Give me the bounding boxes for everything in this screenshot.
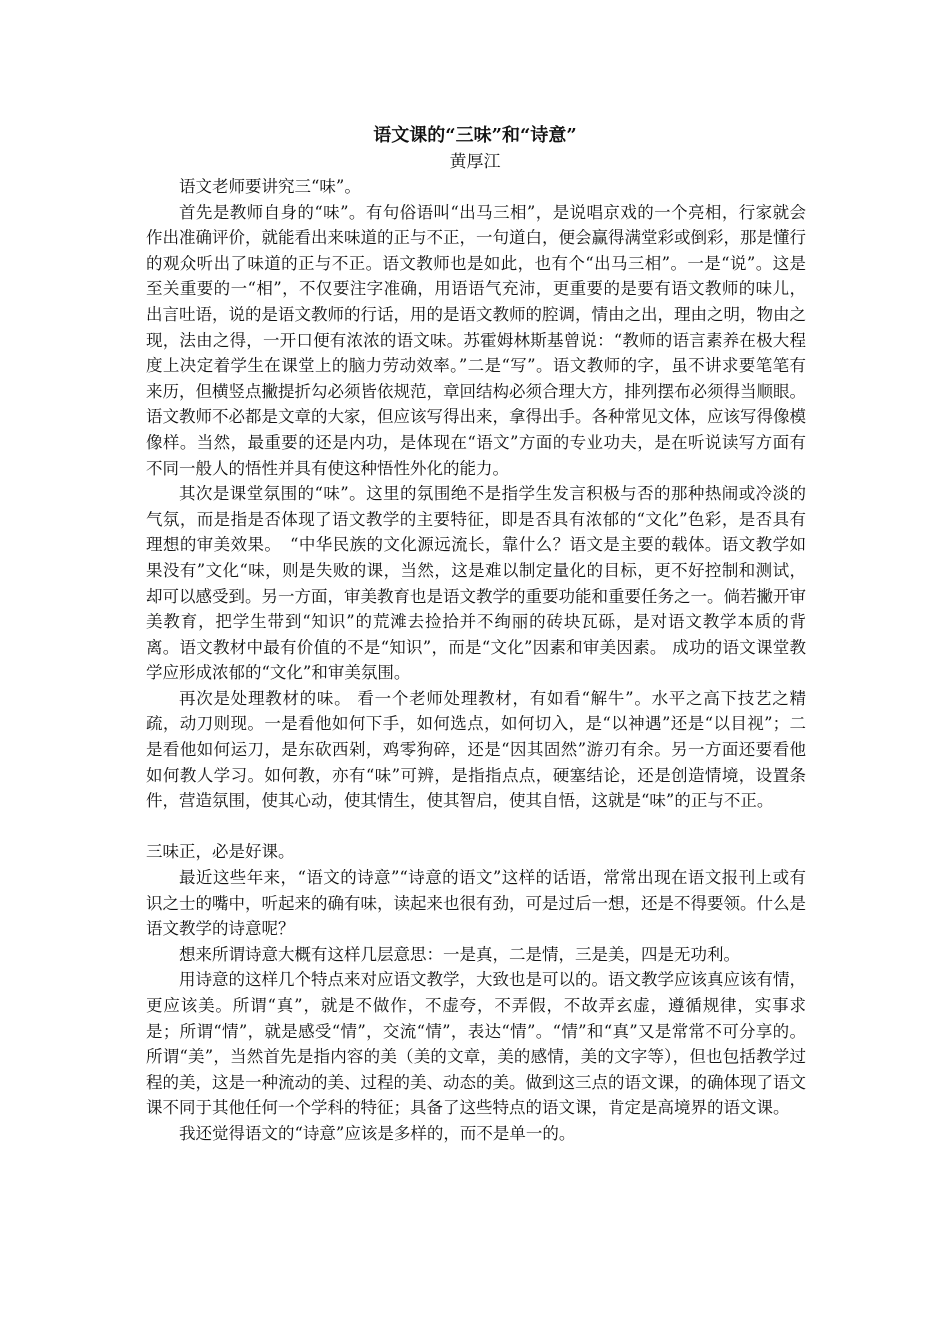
paragraph-teacher-flavor: 首先是教师自身的“味”。有句俗语叫“出马三相”，是说唱京戏的一个亮相，行家就会作出准确评价，就能看出来味道的正与不正，一句道白，便会赢得满堂彩或倒彩，那是懂行的观众听出了味道的正与不正。语文教师也是如此，也有个“出马三相”。一是“说”。这是至关重要的一“相”，不仅要注字准确，用语语气充沛，更重要的是要有语文教师的味儿，出言吐语，说的是语文教师的行话，用的是语文教师的腔调，情由之出，理由之明，物由之现，法由之得，一开口便有浓浓的语文味。苏霍姆林斯基曾说：“教师的语言素养在极大程度上决定着学生在课堂上的脑力劳动效率。”二是“写”。语文教师的字，虽不讲求要笔笔有来历，但横竖点撇提折勾必须皆依规范，章回结构必须合理大方，排列摆布必须得当顺眼。语文教师不必都是文章的大家，但应该写得出来，拿得出手。各种常见文体，应该写得像模像样。当然，最重要的还是内功，是体现在“语文”方面的专业功夫，是在听说读写方面有不同一般人的悟性并具有使这种悟性外化的能力。 [146, 202, 806, 478]
paragraph-intro: 语文老师要讲究三“味”。 [179, 177, 361, 196]
paragraph-poetic-question: 最近这些年来，“语文的诗意”“诗意的语文”这样的话语，常常出现在语文报刊上或有识之士的嘴中，听起来的确有味，读起来也很有劲，可是过后一想，还是不得要领。什么是语文教学的诗意呢？ [146, 868, 806, 939]
paragraph-diversity: 我还觉得语文的“诗意”应该是多样的，而不是单一的。 [179, 1123, 576, 1143]
paragraph-poetic-teaching: 用诗意的这样几个特点来对应语文教学，大致也是可以的。语文教学应该真应该有情，更应该美。所谓“真”，就是不做作，不虚夸，不弄假，不故弄玄虚，遵循规律，实事求是；所谓“情”，就是感受“情”，交流“情”，表达“情”。“情”和“真”又是常常不可分享的。所谓“美”，当然首先是指内容的美（美的文章，美的感情，美的文字等），但也包括教学过程的美，这是一种流动的美、过程的美、动态的美。做到这三点的语文课，的确体现了语文课不同于其他任何一个学科的特征；具备了这些特点的语文课，肯定是高境界的语文课。 [146, 970, 806, 1118]
document-title: 语文课的“三味”和“诗意” [373, 125, 577, 146]
paragraph-classroom-atmosphere: 其次是课堂氛围的“味”。这里的氛围绝不是指学生发言积极与否的那种热闹或冷淡的气氛，而是指是否体现了语文教学的主要特征，即是否具有浓郁的“文化”色彩，是否具有理想的审美效果。 “中华民族的文化源远流长，靠什么？语文是主要的载体。语文教学如果没有”文化“味，则是失败的课，当然，这是难以制定量化的目标，更不好控制和测试，却可以感受到。另一方面，审美教育也是语文教学的重要功能和重要任务之一。倘若撇开审美教育，把学生带到“知识”的荒滩去捡拾并不绚丽的砖块瓦砾，是对语文教学本质的背离。语文教材中最有价值的不是“知识”，而是“文化”因素和审美因素。 成功的语文课堂教学应形成浓郁的“文化”和审美氛围。 [146, 484, 806, 683]
document-body [146, 174, 806, 1147]
paragraph-good-lesson: 三味正，必是好课。 [146, 842, 295, 862]
paragraph-spacer [146, 814, 806, 840]
paragraph-poetic-meaning: 想来所谓诗意大概有这样几层意思：一是真，二是情，三是美，四是无功利。 [179, 944, 740, 964]
paragraph-textbook-handling: 再次是处理教材的味。 看一个老师处理教材，有如看“解牛”。水平之高下技艺之精疏，动刀则现。一是看他如何下手，如何选点，如何切入，是“以神遇”还是“以目视”；二是看他如何运刀，是东砍西剁，鸡零狗碎，还是“因其固然”游刃有余。另一方面还要看他如何教人学习。如何教，亦有“味”可辨，是指指点点，硬塞结论，还是创造情境，设置条件，营造氛围，使其心动，使其情生，使其智启，使其自悟，这就是“味”的正与不正。 [146, 688, 806, 811]
document-author: 黄厚江 [449, 152, 501, 172]
